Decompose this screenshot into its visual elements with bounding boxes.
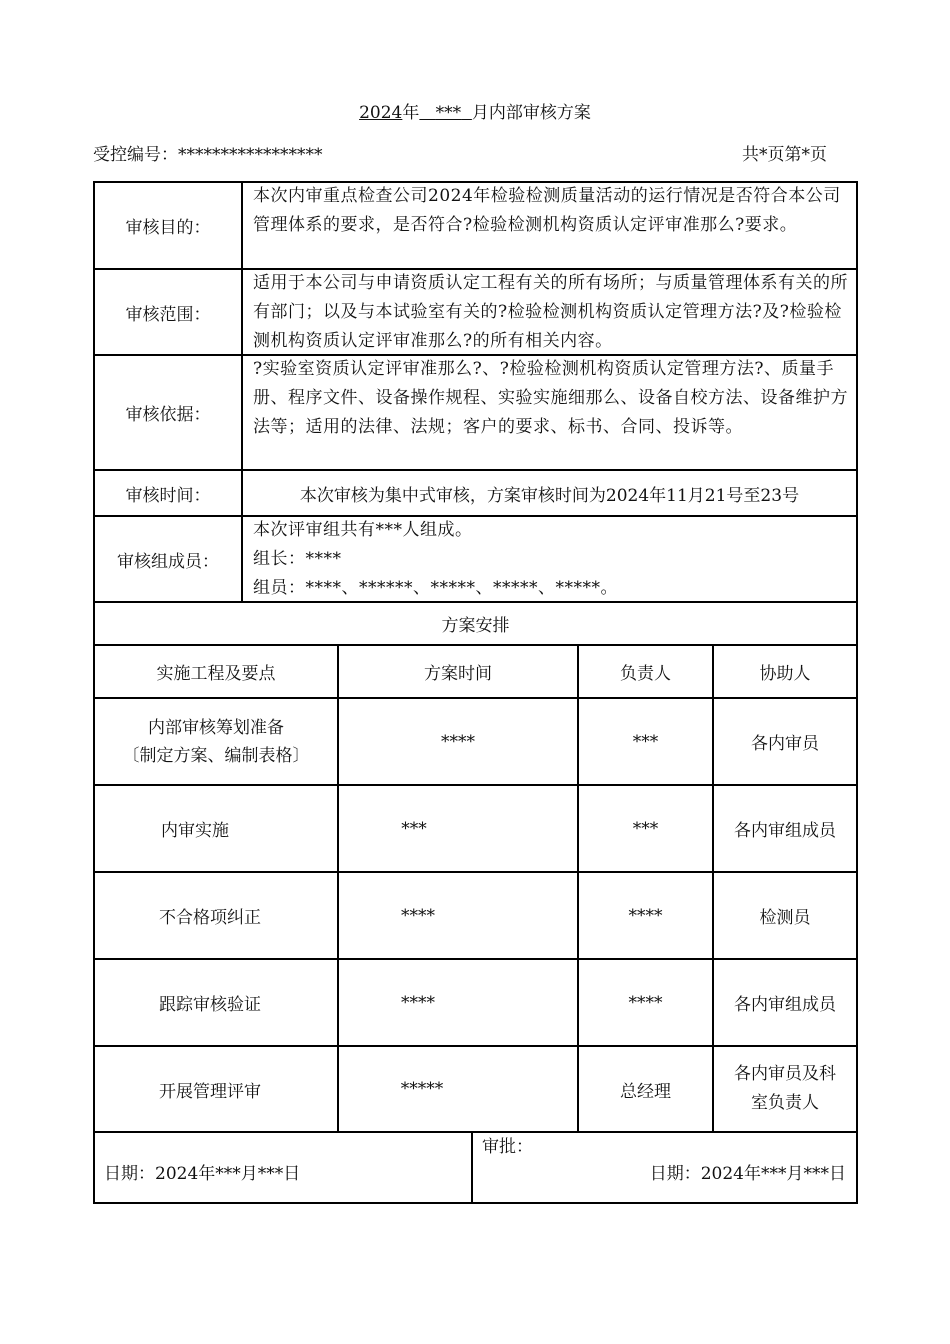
table-row-time: *** — [401, 818, 427, 839]
team-summary: 本次评审组共有***人组成。 — [253, 520, 473, 540]
table-row-helper: 检测员 — [759, 908, 811, 928]
table-row-time: ***** — [400, 1079, 444, 1099]
table-row-time: **** — [401, 905, 435, 926]
table-row-helper — [714, 1047, 856, 1131]
purpose-text: 本次内审重点检查公司2024年检验检测质量活动的运行情况是否符合本公司管理体系的要求，是否符合?检验检测机构资质认定评审准那么?要求。 — [253, 186, 841, 235]
left-date: 日期：2024年***月***日 — [104, 1164, 301, 1184]
table-row-owner: *** — [632, 818, 659, 839]
title-month: *** — [435, 103, 462, 123]
table-row-owner: *** — [632, 731, 659, 752]
scope-text: 适用于本公司与申请资质认定工程有关的所有场所；与质量管理体系有关的所有部门；以及与本试验室有关的?检验检测机构资质认定管理方法?及?检验检测机构资质认定评审准那么?的所有相关内容。 — [253, 273, 848, 351]
table-row-helper: 各内审组成员 — [734, 821, 836, 841]
time-text: 本次审核为集中式审核，方案审核时间为2024年11月21号至23号 — [299, 485, 800, 506]
table-row-item — [95, 699, 337, 784]
column-header-helper: 协助人 — [759, 664, 811, 684]
table-row-time: **** — [401, 992, 435, 1013]
helper-line: 各内审员及科 — [734, 1064, 836, 1084]
column-header-item: 实施工程及要点 — [156, 664, 276, 684]
table-row-helper: 各内审组成员 — [734, 995, 836, 1015]
table-row-time: **** — [441, 731, 475, 752]
title-month-blank — [419, 101, 472, 125]
time-label: 审核时间： — [125, 485, 211, 506]
title-year-suffix: 年 — [402, 103, 420, 123]
table-row-owner: 总经理 — [620, 1081, 671, 1102]
table-row-owner: **** — [628, 992, 663, 1013]
table-row-item: 不合格项纠正 — [159, 908, 261, 928]
table-row-item: 内审实施 — [161, 821, 229, 841]
team-members: 组员：****、******、*****、*****、*****。 — [253, 578, 618, 598]
item-detail: 〔制定方案、编制表格〕 — [122, 745, 310, 766]
column-header-owner: 负责人 — [620, 664, 671, 684]
column-divider — [471, 1131, 473, 1204]
table-row-helper: 各内审员 — [751, 734, 819, 754]
approve-label: 审批： — [482, 1137, 533, 1157]
right-date: 日期：2024年***月***日 — [649, 1164, 846, 1184]
basis-text: ?实验室资质认定评审准那么?、?检验检测机构资质认定管理方法?、质量手册、程序文件、设备操作规程、实验实施细那么、设备自校方法、设备维护方法等；适用的法律、法规；客户的要求、标书、合同、投诉等。 — [253, 359, 848, 437]
helper-line: 室负责人 — [751, 1093, 819, 1113]
document-title — [0, 101, 950, 125]
basis-label: 审核依据： — [125, 405, 211, 425]
table-row-item: 跟踪审核验证 — [159, 995, 261, 1015]
item-title: 内部审核筹划准备 — [148, 717, 284, 738]
table-row-item: 开展管理评审 — [159, 1081, 261, 1102]
column-header-time: 方案时间 — [424, 664, 492, 684]
team-label: 审核组成员： — [117, 551, 219, 572]
title-year: 2024 — [359, 103, 403, 123]
control-number: 受控编号：***************** — [93, 145, 323, 165]
scope-label: 审核范围： — [125, 304, 211, 325]
plan-heading: 方案安排 — [441, 616, 510, 636]
table-row-owner: **** — [628, 905, 663, 926]
purpose-label: 审核目的： — [125, 218, 211, 238]
page-count: 共*页第*页 — [742, 145, 827, 165]
team-text — [243, 516, 856, 601]
title-rest: 月内部审核方案 — [471, 103, 591, 123]
team-leader: 组长：**** — [253, 549, 342, 569]
row-divider — [93, 1131, 858, 1133]
